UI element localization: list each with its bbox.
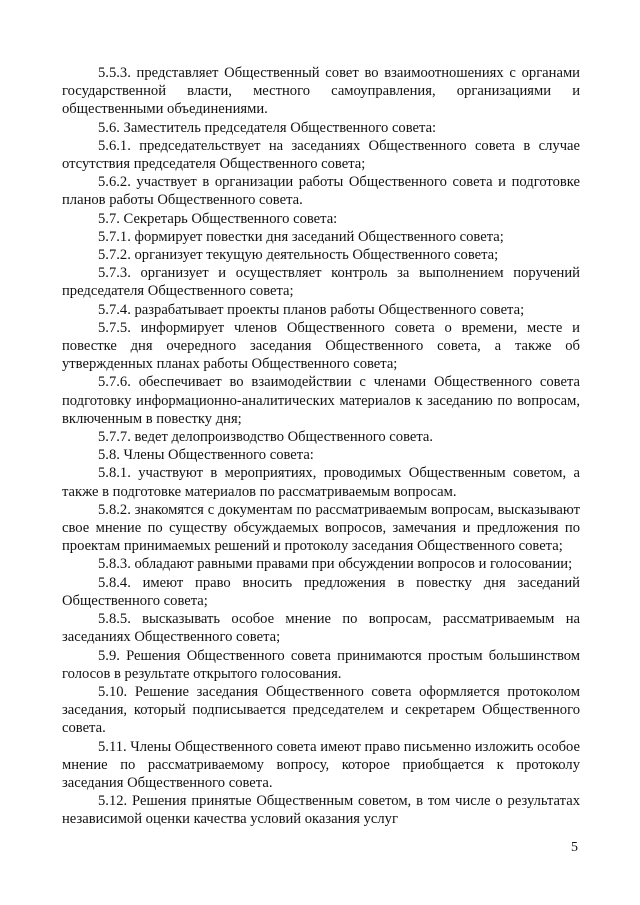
paragraph: 5.8.1. участвуют в мероприятиях, проводимых Общественным советом, а также в подготовке материалов по рассматриваемым вопросам.	[62, 465, 580, 500]
paragraph: 5.7.5. информирует членов Общественного совета о времени, месте и повестке дня очередного заседания Общественного совета, а также об утвержденных планах работы Общественного совета;	[62, 319, 580, 373]
paragraph: 5.8.2. знакомятся с документам по рассматриваемым вопросам, высказывают свое мнение по существу обсуждаемых вопросов, замечания и предложения по проектам принимаемых решений и протоколу заседания Общественного совета;	[62, 501, 580, 555]
paragraph: 5.6.2. участвует в организации работы Общественного совета и подготовке планов работы Общественного совета.	[62, 174, 580, 209]
document-body	[62, 64, 580, 829]
paragraph: 5.7.3. организует и осуществляет контроль за выполнением поручений председателя Общественного совета;	[62, 265, 580, 300]
paragraph: 5.7. Секретарь Общественного совета:	[98, 210, 338, 227]
paragraph: 5.7.2. организует текущую деятельность Общественного совета;	[98, 247, 499, 264]
paragraph: 5.10. Решение заседания Общественного совета оформляется протоколом заседания, который подписывается председателем и секретарем Общественного совета.	[62, 683, 580, 737]
paragraph: 5.8.5. высказывать особое мнение по вопросам, рассматриваемым на заседаниях Общественного совета;	[62, 611, 580, 646]
paragraph: 5.8. Члены Общественного совета:	[98, 447, 314, 464]
paragraph: 5.7.1. формирует повестки дня заседаний Общественного совета;	[98, 228, 504, 245]
paragraph: 5.7.6. обеспечивает во взаимодействии с членами Общественного совета подготовку информационно-аналитических материалов к заседанию по вопросам, включенным в повестку дня;	[62, 374, 580, 427]
paragraph: 5.5.3. представляет Общественный совет во взаимоотношениях с органами государственной власти, местного самоуправления, организациями и общественными объединениями.	[62, 65, 580, 118]
paragraph: 5.8.3. обладают равными правами при обсуждении вопросов и голосовании;	[98, 556, 573, 573]
paragraph: 5.12. Решения принятые Общественным советом, в том числе о результатах независимой оценки качества условий оказания услуг	[62, 793, 580, 828]
paragraph: 5.9. Решения Общественного совета принимаются простым большинством голосов в результате открытого голосования.	[62, 647, 580, 682]
paragraph: 5.8.4. имеют право вносить предложения в повестку дня заседаний Общественного совета;	[62, 574, 580, 609]
paragraph: 5.6.1. председательствует на заседаниях Общественного совета в случае отсутствия председателя Общественного совета;	[62, 137, 580, 173]
paragraph: 5.7.4. разрабатывает проекты планов работы Общественного совета;	[98, 301, 525, 318]
paragraph: 5.7.7. ведет делопроизводство Общественного совета.	[98, 429, 434, 446]
page-number: 5	[571, 840, 578, 855]
paragraph: 5.11. Члены Общественного совета имеют право письменно изложить особое мнение по рассматриваемому вопросу, которое приобщается к протоколу заседания Общественного совета.	[62, 738, 580, 791]
paragraph: 5.6. Заместитель председателя Общественного совета:	[98, 119, 437, 136]
